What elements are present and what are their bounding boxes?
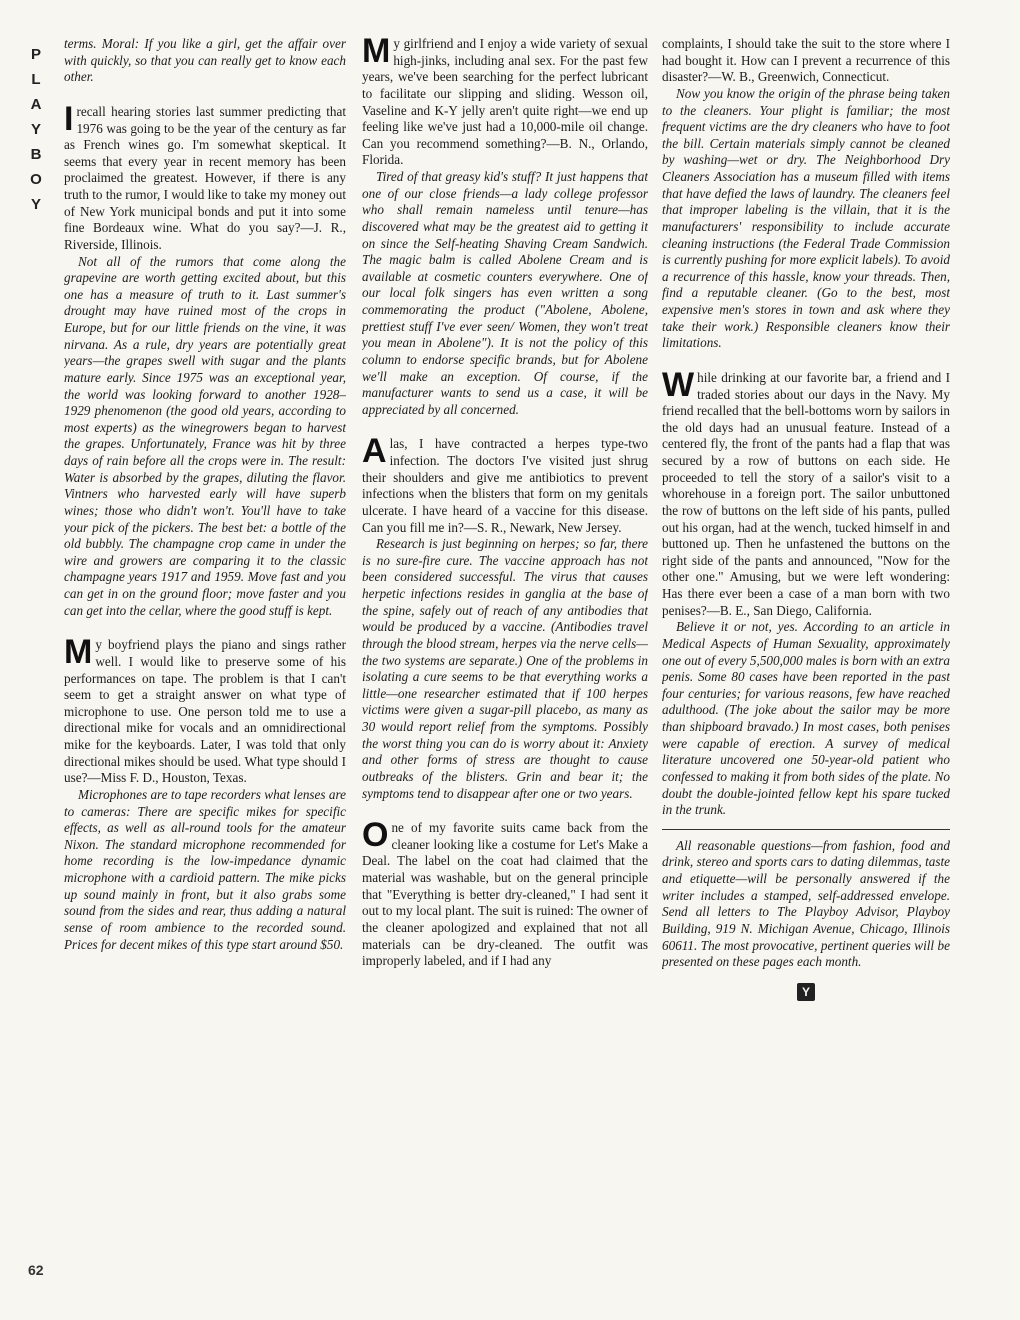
section-gap — [64, 619, 346, 637]
question-text: las, I have contracted a herpes type-two infection. The doctors I've visited just shrug their shoulders and give me antibiotics to prevent infections when the blisters that form on my genitals ulcerate. I have heard of a vaccine for this disease. Can you fill me in?—S. R., Newark, New Jersey. — [362, 436, 648, 535]
drop-cap: A — [362, 432, 387, 471]
column-1 — [64, 36, 346, 1286]
section-gap — [362, 802, 648, 820]
brand-letter: Y — [30, 196, 41, 213]
reader-question — [362, 432, 648, 536]
drop-cap: O — [362, 816, 389, 855]
section-gap — [362, 418, 648, 436]
advisor-answer: Now you know the origin of the phrase being taken to the cleaners. Your plight is familiar; the most frequent victims are the dry cleaners who have to foot the bill. Certain materials simply cannot be cleaned by washing—wet or dry. The Neighborhood Dry Cleaners Association has a museum filled with items that have defied the laws of laundry. The cleaners feel that improper labeling is the villain, that it is the manufacturers' responsibility to include accurate cleaning instructions (the Federal Trade Commission is currently pushing for more explicit labels). To avoid a recurrence of this hassle, know your threads. Then, find a reputable cleaner. (Go to the best, most expensive men's stores in town and ask where they take their work.) Responsible cleaners know their limitations. — [662, 85, 950, 351]
reader-question — [362, 816, 648, 970]
brand-letter: L — [31, 71, 41, 88]
brand-letter: P — [30, 46, 41, 63]
advisor-answer: Believe it or not, yes. According to an article in Medical Aspects of Human Sexuality, approximately one out of every 5,500,000 males is born with an extra penis. Some 80 cases have been reported in the past four centuries; for various reasons, few have reached adulthood. (The joke about the sailor may be more than shipboard bravado.) In most cases, both penises were capable of erection. A survey of medical literature uncovered one 50-year-old patient who confessed to making it from both sides of the plate. No doubt the double-jointed fellow kept his spare tucked in the trunk. — [662, 619, 950, 818]
question-text: y girlfriend and I enjoy a wide variety of sexual high-jinks, including anal sex. For the past few years, we've been searching for the perfect lubricant to facilitate our slipping and sliding. Wesson oil, Vaseline and K-Y jelly aren't quite right—we end up feeling like we've just had a 10,000-mile oil change. Can you recommend something?—B. N., Orlando, Florida. — [362, 36, 648, 168]
column-3 — [662, 36, 950, 1286]
drop-cap: M — [64, 633, 93, 672]
brand-letter: B — [30, 146, 42, 163]
column-2 — [362, 36, 648, 1286]
drop-cap: M — [362, 36, 391, 70]
reader-question — [64, 99, 346, 254]
reader-question — [362, 36, 648, 169]
drop-cap: I — [64, 99, 74, 138]
brand-letter: Y — [30, 121, 41, 138]
page-number: 62 — [28, 1262, 44, 1278]
question-text: ne of my favorite suits came back from the cleaner looking like a costume for Let's Make a Deal. The label on the coat had claimed that the material was washable, but on the general principle that "Everything is better dry-cleaned," I had sent it out to my local plant. The suit is ruined: The owner of the cleaner apologized and explained that not all materials can be dry-cleaned. The outfit was improperly labeled, and if I had any — [362, 820, 648, 969]
footer-rule — [662, 829, 950, 830]
question-text: hile drinking at our favorite bar, a friend and I traded stories about our days in the Navy. My friend recalled that the bell-bottoms worn by sailors in the old days had an unusual feature. Instead of a centered fly, the front of the pants had a flap that was secured by a row of buttons on each side. He proceeded to tell the story of a sailor's visit to a whorehouse in a foreign port. The sailor unbuttoned the row of buttons on the left side of his pants, pulled out his organ, had at the wench, tucked himself in and buttoned up. Then he unfastened the buttons on the right side of the pants and announced, "Now for the other one." Amusing, but we were left wondering: Has there ever been a case of a man born with two penises?—B. E., San Diego, California. — [662, 369, 950, 618]
brand-letter: O — [30, 171, 42, 188]
reader-question-continued: complaints, I should take the suit to the store where I had bought it. How can I prevent a recurrence of this disaster?—W. B., Greenwich, Connecticut. — [662, 36, 950, 85]
advisor-footer-note: All reasonable questions—from fashion, food and drink, stereo and sports cars to dating dilemmas, taste and etiquette—will be personally answered if the writer includes a stamped, self-addressed envelope. Send all letters to The Playboy Advisor, Playboy Building, 919 N. Michigan Avenue, Chicago, Illinois 60611. The most provocative, pertinent queries will be presented on these pages each month. — [662, 837, 950, 970]
playboy-logo-icon: Y — [797, 983, 815, 1001]
advisor-answer: Not all of the rumors that come along the grapevine are worth getting excited about, but this one has a measure of truth to it. Last summer's drought may have ruined most of the crops in Europe, but for our little friends on the vine, it was nirvana. As a rule, dry years are potentially great years—the grapes swell with sugar and the plants mature early. Since 1975 was an exceptional year, the world was looking forward to another 1928–1929 phenomenon (the good old years, according to most experts) as the winegrowers began to harvest the grapes. Unfortunately, France was hit by three days of rain before all the crops were in. The result: Water is absorbed by the grapes, diluting the flavor. Vintners who harvested early will have superb wines; those who didn't won't. You'll have to take your pick of the pickers. The best bet: a bottle of the old bubbly. The champagne crop came in under the wire and growers are comparing it to the classic champagne years 1917 and 1959. Move fast and you can get in on the ground floor; move faster and you can get into the cellar, where the good stuff is kept. — [64, 253, 346, 618]
section-gap — [64, 86, 346, 104]
advisor-answer: Research is just beginning on herpes; so far, there is no sure-fire cure. The vaccine approach has not been considered successful. The virus that causes herpetic infections resides in ganglia at the base of the spine, safely out of reach of any antibodies that would be produced by a vaccine. (Antibodies travel through the blood stream, herpes via the nerve cells—the two systems are separate.) One of the problems in isolating a cure seems to be that everything works a little—one researcher estimated that if 100 herpes victims were given a sugar-pill placebo, as many as 30 would report relief from the symptoms. Possibly the worst thing you can do is worry about it: Anxiety and other forms of stress are thought to cause outbreaks of the blisters. Grin and bear it; the symptoms tend to disappear after one or two years. — [362, 536, 648, 801]
section-gap — [662, 352, 950, 370]
drop-cap: W — [662, 365, 695, 404]
advisor-answer: Microphones are to tape recorders what lenses are to cameras: There are specific mikes for specific effects, as well as all-round tools for the amateur Nixon. The standard microphone recommended for home recording is the low-impedance dynamic microphone with a cardioid pattern. The mike picks up sound mainly in front, but it also grabs some sound from the sides and rear, thus adding a natural sense of room ambience to the recorded sound. Prices for decent mikes of this type start around $50. — [64, 786, 346, 952]
reader-question — [662, 365, 950, 619]
playboy-brand-label — [27, 42, 45, 217]
reader-question — [64, 633, 346, 787]
question-text: y boyfriend plays the piano and sings rather well. I would like to preserve some of his performances on tape. The problem is that I can't seem to get a straight answer on what type of microphone to use. One person told me to use a directional mike for vocals and an omnidirectional mike for the keyboards. Later, I was told that only directional mikes should be used. What type should I use?—Miss F. D., Houston, Texas. — [64, 637, 346, 786]
advisor-answer: terms. Moral: If you like a girl, get the affair over with quickly, so that you can really get to know each other. — [64, 36, 346, 85]
advisor-answer: Tired of that greasy kid's stuff? It just happens that one of our close friends—a lady college professor who shall remain nameless until tenure—has discovered what may be the greatest aid to getting it on since the Self-heating Shaving Cream Sandwich. The magic balm is called Abolene Cream and is available at cosmetic counters everywhere. One of our local folk singers has even written a song commemorating the product ("Abolene, Abolene, prettiest stuff I've ever seen/ Women, they won't treat you mean in Abolene"). It is not the policy of this column to endorse specific brands, but for Abolene we'll make an exception. Of course, if the manufacturer wants to send us a case, it will be appreciated by all concerned. — [362, 169, 648, 417]
brand-letter: A — [30, 96, 42, 113]
question-text: recall hearing stories last summer predicting that 1976 was going to be the year of the century as far as French wines go. I'm somewhat skeptical. It seems that every year in recent memory has been proclaimed the greatest. However, if there is any truth to the rumor, I would like to take my money out of New York municipal bonds and put it into some fine Bordeaux wine. What do you say?—J. R., Riverside, Illinois. — [64, 103, 346, 252]
